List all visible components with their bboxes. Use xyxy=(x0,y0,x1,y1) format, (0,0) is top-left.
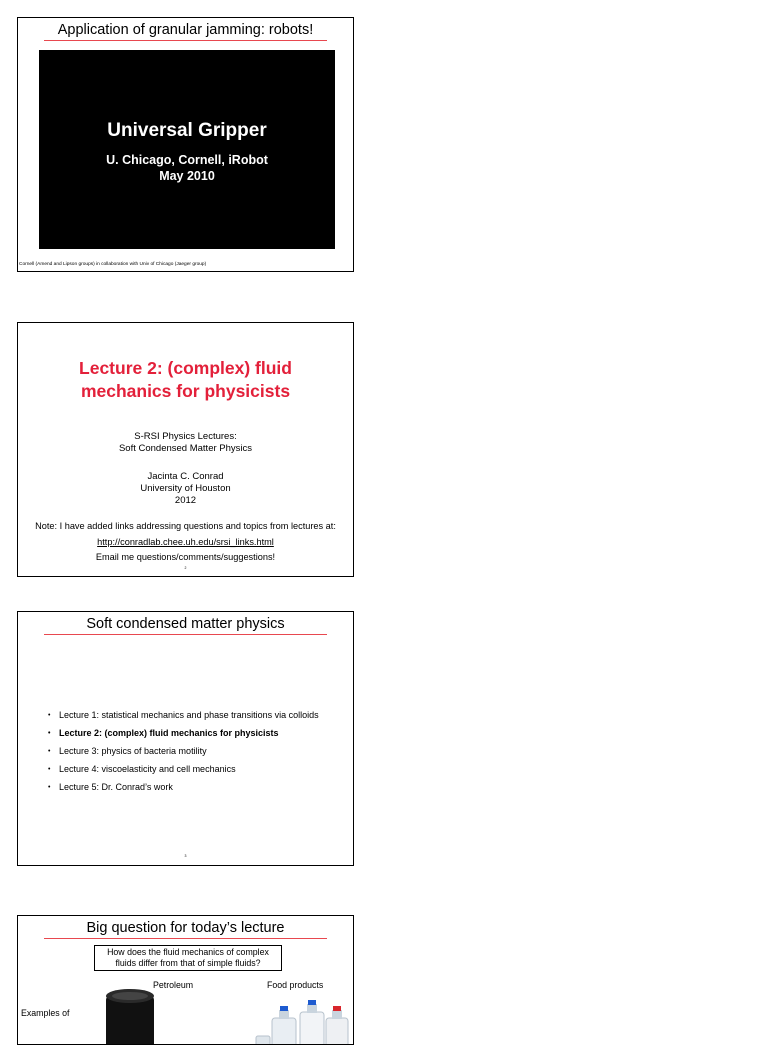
lecture-title-line1: Lecture 2: (complex) fluid xyxy=(79,358,292,378)
lecture-title-line2: mechanics for physicists xyxy=(80,381,291,401)
links-url[interactable]: http://conradlab.chee.uh.edu/srsi_links.html xyxy=(97,536,274,547)
video-date: May 2010 xyxy=(159,169,215,183)
slide-title: Big question for today’s lecture xyxy=(86,920,285,936)
series-subtitle: Soft Condensed Matter Physics xyxy=(118,443,253,454)
email-note: Email me questions/comments/suggestions! xyxy=(95,552,276,562)
links-note-text: Note: I have added links addressing questions and topics from lectures at: xyxy=(35,521,336,531)
oil-barrel-icon xyxy=(104,988,156,1045)
video-institutions: U. Chicago, Cornell, iRobot xyxy=(106,153,268,167)
slide-course-outline xyxy=(17,611,354,866)
page-number: 3 xyxy=(184,854,187,858)
list-item-current: • Lecture 2: (complex) fluid mechanics for physicists xyxy=(46,728,336,739)
lecture-year: 2012 xyxy=(174,495,197,506)
label-petroleum: Petroleum xyxy=(153,980,194,990)
title-underline xyxy=(44,938,327,939)
question-box: How does the fluid mechanics of complex fluids differ from that of simple fluids? xyxy=(94,945,282,971)
series-name: S-RSI Physics Lectures: xyxy=(134,431,237,442)
list-item: • Lecture 5: Dr. Conrad’s work xyxy=(46,782,336,793)
author-info xyxy=(18,471,353,507)
author-name: Jacinta C. Conrad xyxy=(147,471,224,482)
slide-title: Soft condensed matter physics xyxy=(86,616,285,632)
series-info xyxy=(18,431,353,455)
slide-title: Application of granular jamming: robots! xyxy=(57,22,314,38)
label-food-products: Food products xyxy=(267,980,324,990)
list-item: • Lecture 4: viscoelasticity and cell mechanics xyxy=(46,764,336,775)
author-affiliation: University of Houston xyxy=(140,483,231,494)
title-underline xyxy=(44,634,327,635)
links-note xyxy=(18,519,353,566)
list-item: • Lecture 3: physics of bacteria motility xyxy=(46,746,336,757)
title-underline xyxy=(44,40,327,41)
slide-lecture-title xyxy=(17,322,354,577)
video-subtitle xyxy=(39,152,335,184)
slide-footnote: Cornell (Amend and Lipson groups) in collaboration with Univ of Chicago (Jaeger group) xyxy=(19,262,207,267)
video-title: Universal Gripper xyxy=(107,120,267,141)
lecture-title xyxy=(18,357,353,403)
page-number: 2 xyxy=(184,566,187,570)
list-item: • Lecture 1: statistical mechanics and phase transitions via colloids xyxy=(46,710,336,721)
video-frame[interactable] xyxy=(39,50,335,249)
milk-jugs-icon xyxy=(254,996,350,1045)
slide-big-question xyxy=(17,915,354,1045)
label-examples: Examples of xyxy=(21,1008,70,1018)
lecture-list xyxy=(46,710,336,800)
slide-granular-jamming xyxy=(17,17,354,272)
